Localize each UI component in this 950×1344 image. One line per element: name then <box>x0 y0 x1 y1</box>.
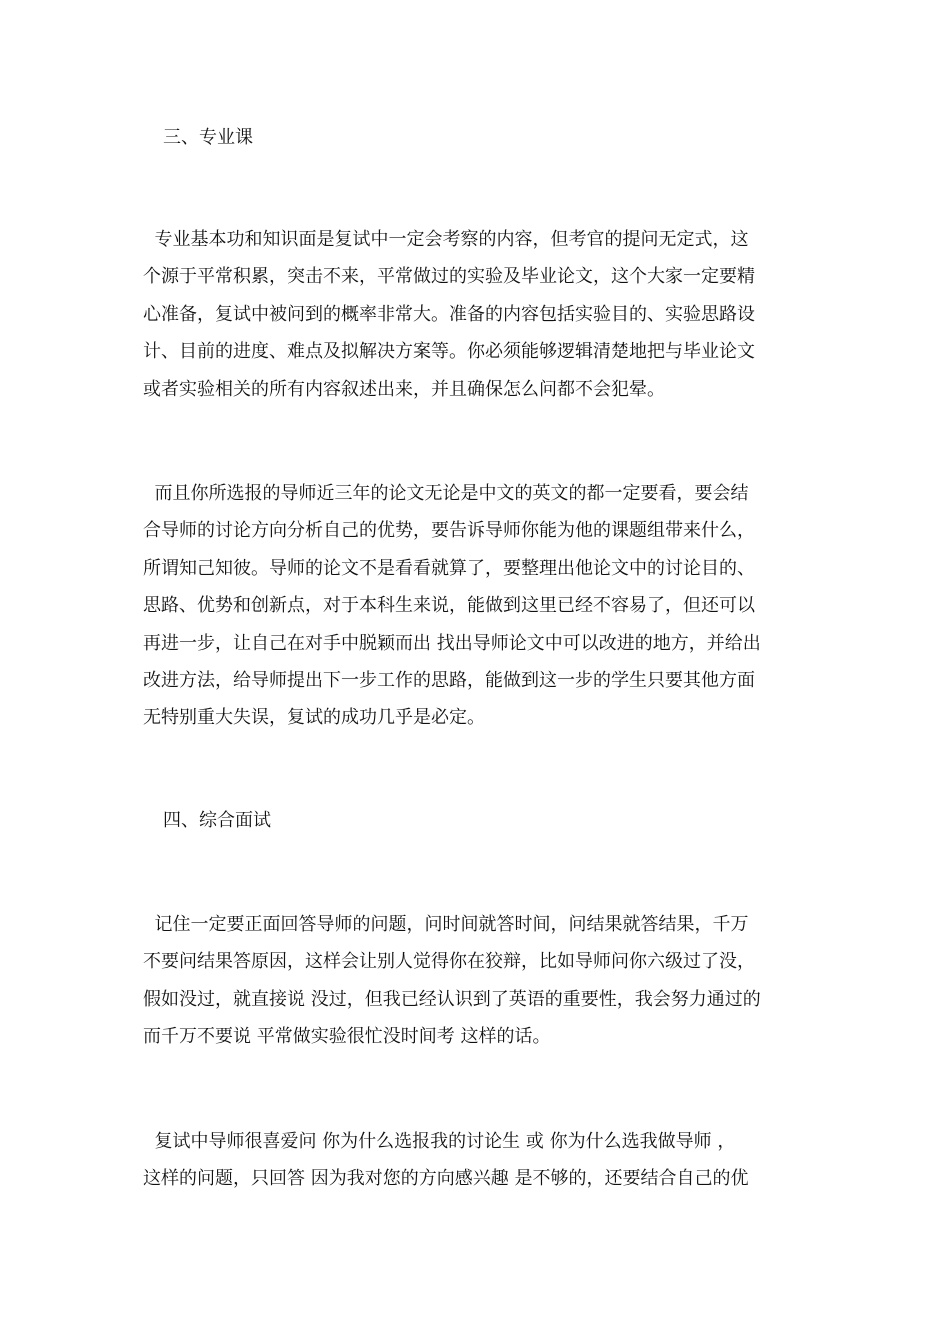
paragraph-line: 记住一定要正面回答导师的问题，问时间就答时间，问结果就答结果，千万 <box>143 914 749 935</box>
paragraph-line: 而千万不要说 平常做实验很忙没时间考 这样的话。 <box>143 1026 551 1048</box>
paragraph-advisor-papers <box>143 475 823 737</box>
paragraph-line: 合导师的讨论方向分析自己的优势，要告诉导师你能为他的课题组带来什么， <box>143 520 755 542</box>
paragraph-line: 思路、优势和创新点，对于本科生来说，能做到这里已经不容易了，但还可以 <box>143 595 755 617</box>
paragraph-line: 再进一步，让自己在对手中脱颖而出 找出导师论文中可以改进的地方，并给出 <box>143 632 761 654</box>
paragraph-line: 改进方法，给导师提出下一步工作的思路，能做到这一步的学生只要其他方面 <box>143 669 755 691</box>
paragraph-line: 个源于平常积累，突击不来，平常做过的实验及毕业论文，这个大家一定要精 <box>143 266 755 288</box>
paragraph-answer-directly <box>143 906 823 1056</box>
section-heading-interview: 四、综合面试 <box>163 810 271 831</box>
paragraph-line: 计、目前的进度、难点及拟解决方案等。你必须能够逻辑清楚地把与毕业论文 <box>143 341 755 363</box>
paragraph-line: 心准备，复试中被问到的概率非常大。准备的内容包括实验目的、实验思路设 <box>143 303 755 325</box>
paragraph-line: 或者实验相关的所有内容叙述出来，并且确保怎么问都不会犯晕。 <box>143 378 665 400</box>
section-heading-major-course: 三、专业课 <box>163 127 253 148</box>
paragraph-line: 无特别重大失误，复试的成功几乎是必定。 <box>143 707 485 729</box>
paragraph-line: 复试中导师很喜爱问 你为什么选报我的讨论生 或 你为什么选我做导师 ， <box>143 1131 736 1152</box>
paragraph-line: 这样的问题，只回答 因为我对您的方向感兴趣 是不够的，还要结合自己的优 <box>143 1168 749 1190</box>
paragraph-line: 专业基本功和知识面是复试中一定会考察的内容，但考官的提问无定式，这 <box>143 229 749 250</box>
paragraph-line: 而且你所选报的导师近三年的论文无论是中文的英文的都一定要看，要会结 <box>143 483 749 504</box>
paragraph-line: 所谓知己知彼。导师的论文不是看看就算了，要整理出他论文中的讨论目的、 <box>143 557 755 579</box>
paragraph-line: 假如没过，就直接说 没过，但我已经认识到了英语的重要性，我会努力通过的 <box>143 988 761 1010</box>
paragraph-line: 不要问结果答原因，这样会让别人觉得你在狡辩，比如导师问你六级过了没， <box>143 951 755 973</box>
paragraph-major-basics <box>143 221 823 408</box>
paragraph-why-choose-advisor <box>143 1123 823 1198</box>
